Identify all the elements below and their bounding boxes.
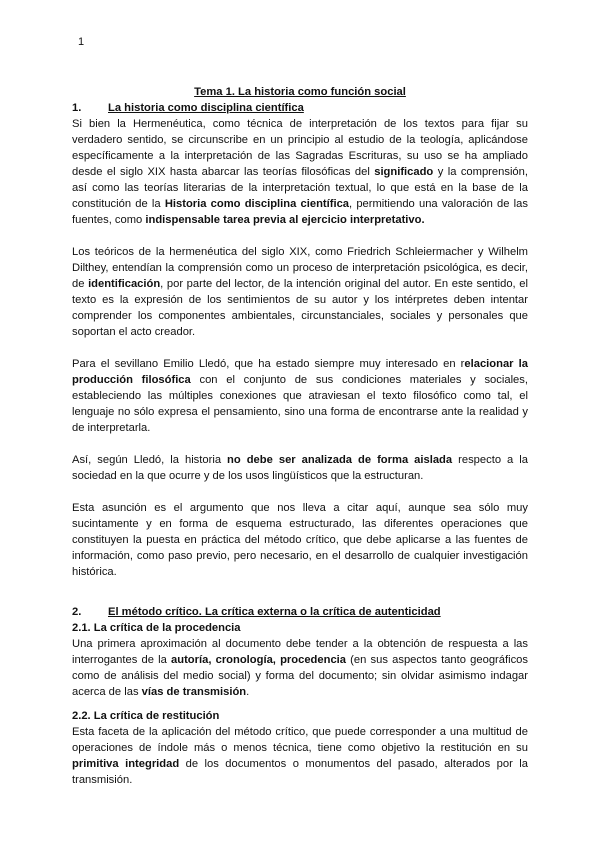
- paragraph-lledo: Para el sevillano Emilio Lledó, que ha estado siempre muy interesado en relacionar la producción filosófica con el conjunto de sus condiciones materiales y sociales, estableciendo las múltiples conexiones que atraviesan el texto filosófico como tal, el lenguaje no sólo expresa el pensamiento, sino una forma de encontrarse ante la realidad y de interpretarla.: [72, 358, 528, 434]
- section-1-number: 1.: [72, 102, 82, 114]
- paragraph-restitucion: Esta faceta de la aplicación del método crítico, que puede corresponder a una multitud de operaciones de índole más o menos técnica, tiene como objetivo la restitución en su primitiva integridad de los documentos o monumentos del pasado, alterados por la transmisión.: [72, 726, 529, 786]
- section-2-heading: [72, 604, 528, 620]
- paragraph-procedencia: Una primera aproximación al documento debe tender a la obtención de respuesta a las interrogantes de la autoría, cronología, procedencia (en sus aspectos tanto geográficos como de análisis del medio social) y forma del documento; sin olvidar asimismo indagar acerca de las vías de transmisión.: [72, 638, 529, 698]
- paragraph-asuncion: Esta asunción es el argumento que nos lleva a citar aquí, aunque sea sólo muy sucintamente y en forma de esquema estructurado, las diferentes operaciones que constituyen la puesta en práctica del método crítico, que debe aplicarse a las fuentes de información, como paso previo, pero necesario, en el desarrollo de cualquier investigación histórica.: [72, 502, 528, 578]
- paragraph-historia: Así, según Lledó, la historia no debe ser analizada de forma aislada respecto a la sociedad en la que ocurre y de los usos lingüísticos que la estructuran.: [72, 454, 528, 482]
- document-body: [72, 84, 528, 788]
- section-1-heading: [72, 100, 528, 116]
- page-number: 1: [78, 36, 85, 48]
- subsection-2-2-heading: 2.2. La crítica de restitución: [72, 710, 220, 722]
- section-2-title: El método crítico. La crítica externa o la crítica de autenticidad: [108, 606, 441, 618]
- paragraph-teoricos: Los teóricos de la hermenéutica del siglo XIX, como Friedrich Schleiermacher y Wilhelm Dilthey, entendían la comprensión como un proceso de interpretación psicológica, es decir, de identificación, por parte del lector, de la intención original del autor. En este sentido, el texto es la expresión de los sentimientos de su autor y los intérpretes deben intentar comprender los componentes ambientales, circunstanciales, sociales y personales que soportan el acto creador.: [72, 246, 528, 338]
- section-2-number: 2.: [72, 606, 82, 618]
- section-1-title: La historia como disciplina científica: [108, 102, 304, 114]
- paragraph-hermeneutica: Si bien la Hermenéutica, como técnica de interpretación de los textos para fijar su verdadero sentido, se circunscribe en un principio al estudio de la teología, aplicándose específicamente a la interpretación de las Sagradas Escrituras, su uso se ha ampliado desde el siglo XIX hasta abarcar las teorías filosóficas del significado y la comprensión, así como las teorías literarias de la interpretación textual, lo que está en la base de la constitución de la Historia como disciplina científica, permitiendo una valoración de las fuentes, como indispensable tarea previa al ejercicio interpretativo.: [72, 118, 528, 226]
- document-title: Tema 1. La historia como función social: [194, 86, 406, 98]
- subsection-2-1-heading: 2.1. La crítica de la procedencia: [72, 622, 241, 634]
